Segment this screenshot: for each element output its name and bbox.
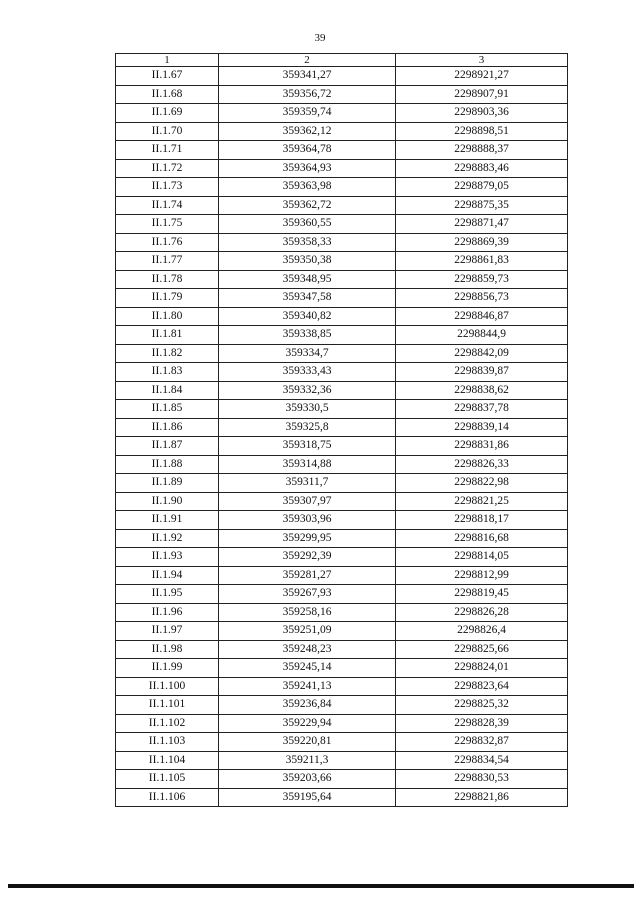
point-id-cell: II.1.67 [116,67,219,86]
point-id-cell: II.1.100 [116,677,219,696]
coord-y-cell: 2298875,35 [396,196,568,215]
coord-x-cell: 359363,98 [219,178,396,197]
table-row [116,659,568,678]
coord-x-cell: 359251,09 [219,622,396,641]
coord-y-cell: 2298888,37 [396,141,568,160]
table-row [116,418,568,437]
coord-x-cell: 359307,97 [219,492,396,511]
table-row [116,603,568,622]
table-row [116,455,568,474]
coord-x-cell: 359314,88 [219,455,396,474]
coord-x-cell: 359267,93 [219,585,396,604]
point-id-cell: II.1.73 [116,178,219,197]
coord-x-cell: 359241,13 [219,677,396,696]
point-id-cell: II.1.93 [116,548,219,567]
table-row [116,492,568,511]
coord-x-cell: 359362,72 [219,196,396,215]
table-row [116,751,568,770]
coord-x-cell: 359303,96 [219,511,396,530]
coord-x-cell: 359318,75 [219,437,396,456]
point-id-cell: II.1.68 [116,85,219,104]
column-header-1: 1 [116,54,219,67]
coord-x-cell: 359347,58 [219,289,396,308]
point-id-cell: II.1.97 [116,622,219,641]
coord-x-cell: 359325,8 [219,418,396,437]
coord-y-cell: 2298846,87 [396,307,568,326]
point-id-cell: II.1.76 [116,233,219,252]
table-row [116,159,568,178]
table-row [116,400,568,419]
coord-x-cell: 359340,82 [219,307,396,326]
table-row [116,677,568,696]
coord-y-cell: 2298842,09 [396,344,568,363]
point-id-cell: II.1.85 [116,400,219,419]
point-id-cell: II.1.105 [116,770,219,789]
table-row [116,122,568,141]
column-header-2: 2 [219,54,396,67]
table-row [116,714,568,733]
coord-y-cell: 2298856,73 [396,289,568,308]
table-row [116,363,568,382]
coord-x-cell: 359220,81 [219,733,396,752]
coord-y-cell: 2298825,66 [396,640,568,659]
table-row [116,529,568,548]
table-row [116,585,568,604]
point-id-cell: II.1.103 [116,733,219,752]
coord-x-cell: 359360,55 [219,215,396,234]
table-row [116,640,568,659]
table-row [116,178,568,197]
point-id-cell: II.1.99 [116,659,219,678]
table-row [116,67,568,86]
coord-x-cell: 359258,16 [219,603,396,622]
coord-x-cell: 359341,27 [219,67,396,86]
point-id-cell: II.1.98 [116,640,219,659]
table-row [116,85,568,104]
point-id-cell: II.1.84 [116,381,219,400]
table-row [116,326,568,345]
coord-x-cell: 359203,66 [219,770,396,789]
coord-x-cell: 359338,85 [219,326,396,345]
point-id-cell: II.1.91 [116,511,219,530]
table-row [116,696,568,715]
table-row [116,215,568,234]
coord-y-cell: 2298839,87 [396,363,568,382]
table-row [116,289,568,308]
coord-y-cell: 2298821,25 [396,492,568,511]
coord-y-cell: 2298826,33 [396,455,568,474]
table-row [116,474,568,493]
coord-x-cell: 359364,93 [219,159,396,178]
point-id-cell: II.1.78 [116,270,219,289]
coord-y-cell: 2298834,54 [396,751,568,770]
coord-x-cell: 359356,72 [219,85,396,104]
table-row [116,381,568,400]
coord-x-cell: 359358,33 [219,233,396,252]
table-row [116,196,568,215]
table-row [116,788,568,807]
coord-x-cell: 359211,3 [219,751,396,770]
coord-x-cell: 359330,5 [219,400,396,419]
coordinates-table-container [115,53,568,807]
table-row [116,437,568,456]
coord-y-cell: 2298825,32 [396,696,568,715]
point-id-cell: II.1.79 [116,289,219,308]
coord-x-cell: 359195,64 [219,788,396,807]
point-id-cell: II.1.81 [116,326,219,345]
footer-rule [8,884,634,888]
coord-y-cell: 2298861,83 [396,252,568,271]
coord-y-cell: 2298830,53 [396,770,568,789]
table-row [116,344,568,363]
coord-x-cell: 359292,39 [219,548,396,567]
coord-x-cell: 359311,7 [219,474,396,493]
point-id-cell: II.1.95 [116,585,219,604]
coord-y-cell: 2298879,05 [396,178,568,197]
point-id-cell: II.1.75 [116,215,219,234]
coordinates-table [115,53,568,807]
coord-x-cell: 359350,38 [219,252,396,271]
table-row [116,566,568,585]
table-row [116,141,568,160]
point-id-cell: II.1.72 [116,159,219,178]
page-number: 39 [314,32,326,44]
point-id-cell: II.1.89 [116,474,219,493]
point-id-cell: II.1.94 [116,566,219,585]
table-row [116,307,568,326]
coord-y-cell: 2298819,45 [396,585,568,604]
point-id-cell: II.1.83 [116,363,219,382]
table-row [116,770,568,789]
point-id-cell: II.1.71 [116,141,219,160]
coord-x-cell: 359334,7 [219,344,396,363]
coord-x-cell: 359245,14 [219,659,396,678]
coord-y-cell: 2298844,9 [396,326,568,345]
coord-y-cell: 2298837,78 [396,400,568,419]
coord-y-cell: 2298826,28 [396,603,568,622]
point-id-cell: II.1.101 [116,696,219,715]
coord-y-cell: 2298816,68 [396,529,568,548]
point-id-cell: II.1.106 [116,788,219,807]
table-row [116,252,568,271]
coord-y-cell: 2298869,39 [396,233,568,252]
point-id-cell: II.1.102 [116,714,219,733]
coord-y-cell: 2298824,01 [396,659,568,678]
coord-y-cell: 2298832,87 [396,733,568,752]
coord-y-cell: 2298871,47 [396,215,568,234]
point-id-cell: II.1.87 [116,437,219,456]
coord-y-cell: 2298898,51 [396,122,568,141]
point-id-cell: II.1.96 [116,603,219,622]
coord-y-cell: 2298859,73 [396,270,568,289]
coord-y-cell: 2298814,05 [396,548,568,567]
table-body [116,67,568,807]
point-id-cell: II.1.86 [116,418,219,437]
coord-x-cell: 359364,78 [219,141,396,160]
coord-y-cell: 2298907,91 [396,85,568,104]
coord-x-cell: 359333,43 [219,363,396,382]
table-row [116,511,568,530]
table-header [116,54,568,67]
point-id-cell: II.1.70 [116,122,219,141]
coord-y-cell: 2298838,62 [396,381,568,400]
coord-y-cell: 2298831,86 [396,437,568,456]
coord-x-cell: 359348,95 [219,270,396,289]
point-id-cell: II.1.104 [116,751,219,770]
coord-x-cell: 359362,12 [219,122,396,141]
coord-y-cell: 2298826,4 [396,622,568,641]
coord-y-cell: 2298839,14 [396,418,568,437]
point-id-cell: II.1.92 [116,529,219,548]
coord-y-cell: 2298818,17 [396,511,568,530]
coord-x-cell: 359332,36 [219,381,396,400]
point-id-cell: II.1.80 [116,307,219,326]
point-id-cell: II.1.77 [116,252,219,271]
coord-y-cell: 2298822,98 [396,474,568,493]
table-row [116,104,568,123]
coord-x-cell: 359229,94 [219,714,396,733]
coord-y-cell: 2298828,39 [396,714,568,733]
coord-y-cell: 2298812,99 [396,566,568,585]
point-id-cell: II.1.74 [116,196,219,215]
table-row [116,622,568,641]
point-id-cell: II.1.90 [116,492,219,511]
coord-x-cell: 359299,95 [219,529,396,548]
point-id-cell: II.1.88 [116,455,219,474]
column-header-3: 3 [396,54,568,67]
coord-x-cell: 359359,74 [219,104,396,123]
table-row [116,270,568,289]
table-row [116,548,568,567]
point-id-cell: II.1.82 [116,344,219,363]
coord-y-cell: 2298823,64 [396,677,568,696]
coord-x-cell: 359281,27 [219,566,396,585]
coord-y-cell: 2298903,36 [396,104,568,123]
coord-y-cell: 2298821,86 [396,788,568,807]
coord-y-cell: 2298883,46 [396,159,568,178]
coord-y-cell: 2298921,27 [396,67,568,86]
coord-x-cell: 359248,23 [219,640,396,659]
point-id-cell: II.1.69 [116,104,219,123]
table-row [116,733,568,752]
coord-x-cell: 359236,84 [219,696,396,715]
table-header-row [116,54,568,67]
table-row [116,233,568,252]
